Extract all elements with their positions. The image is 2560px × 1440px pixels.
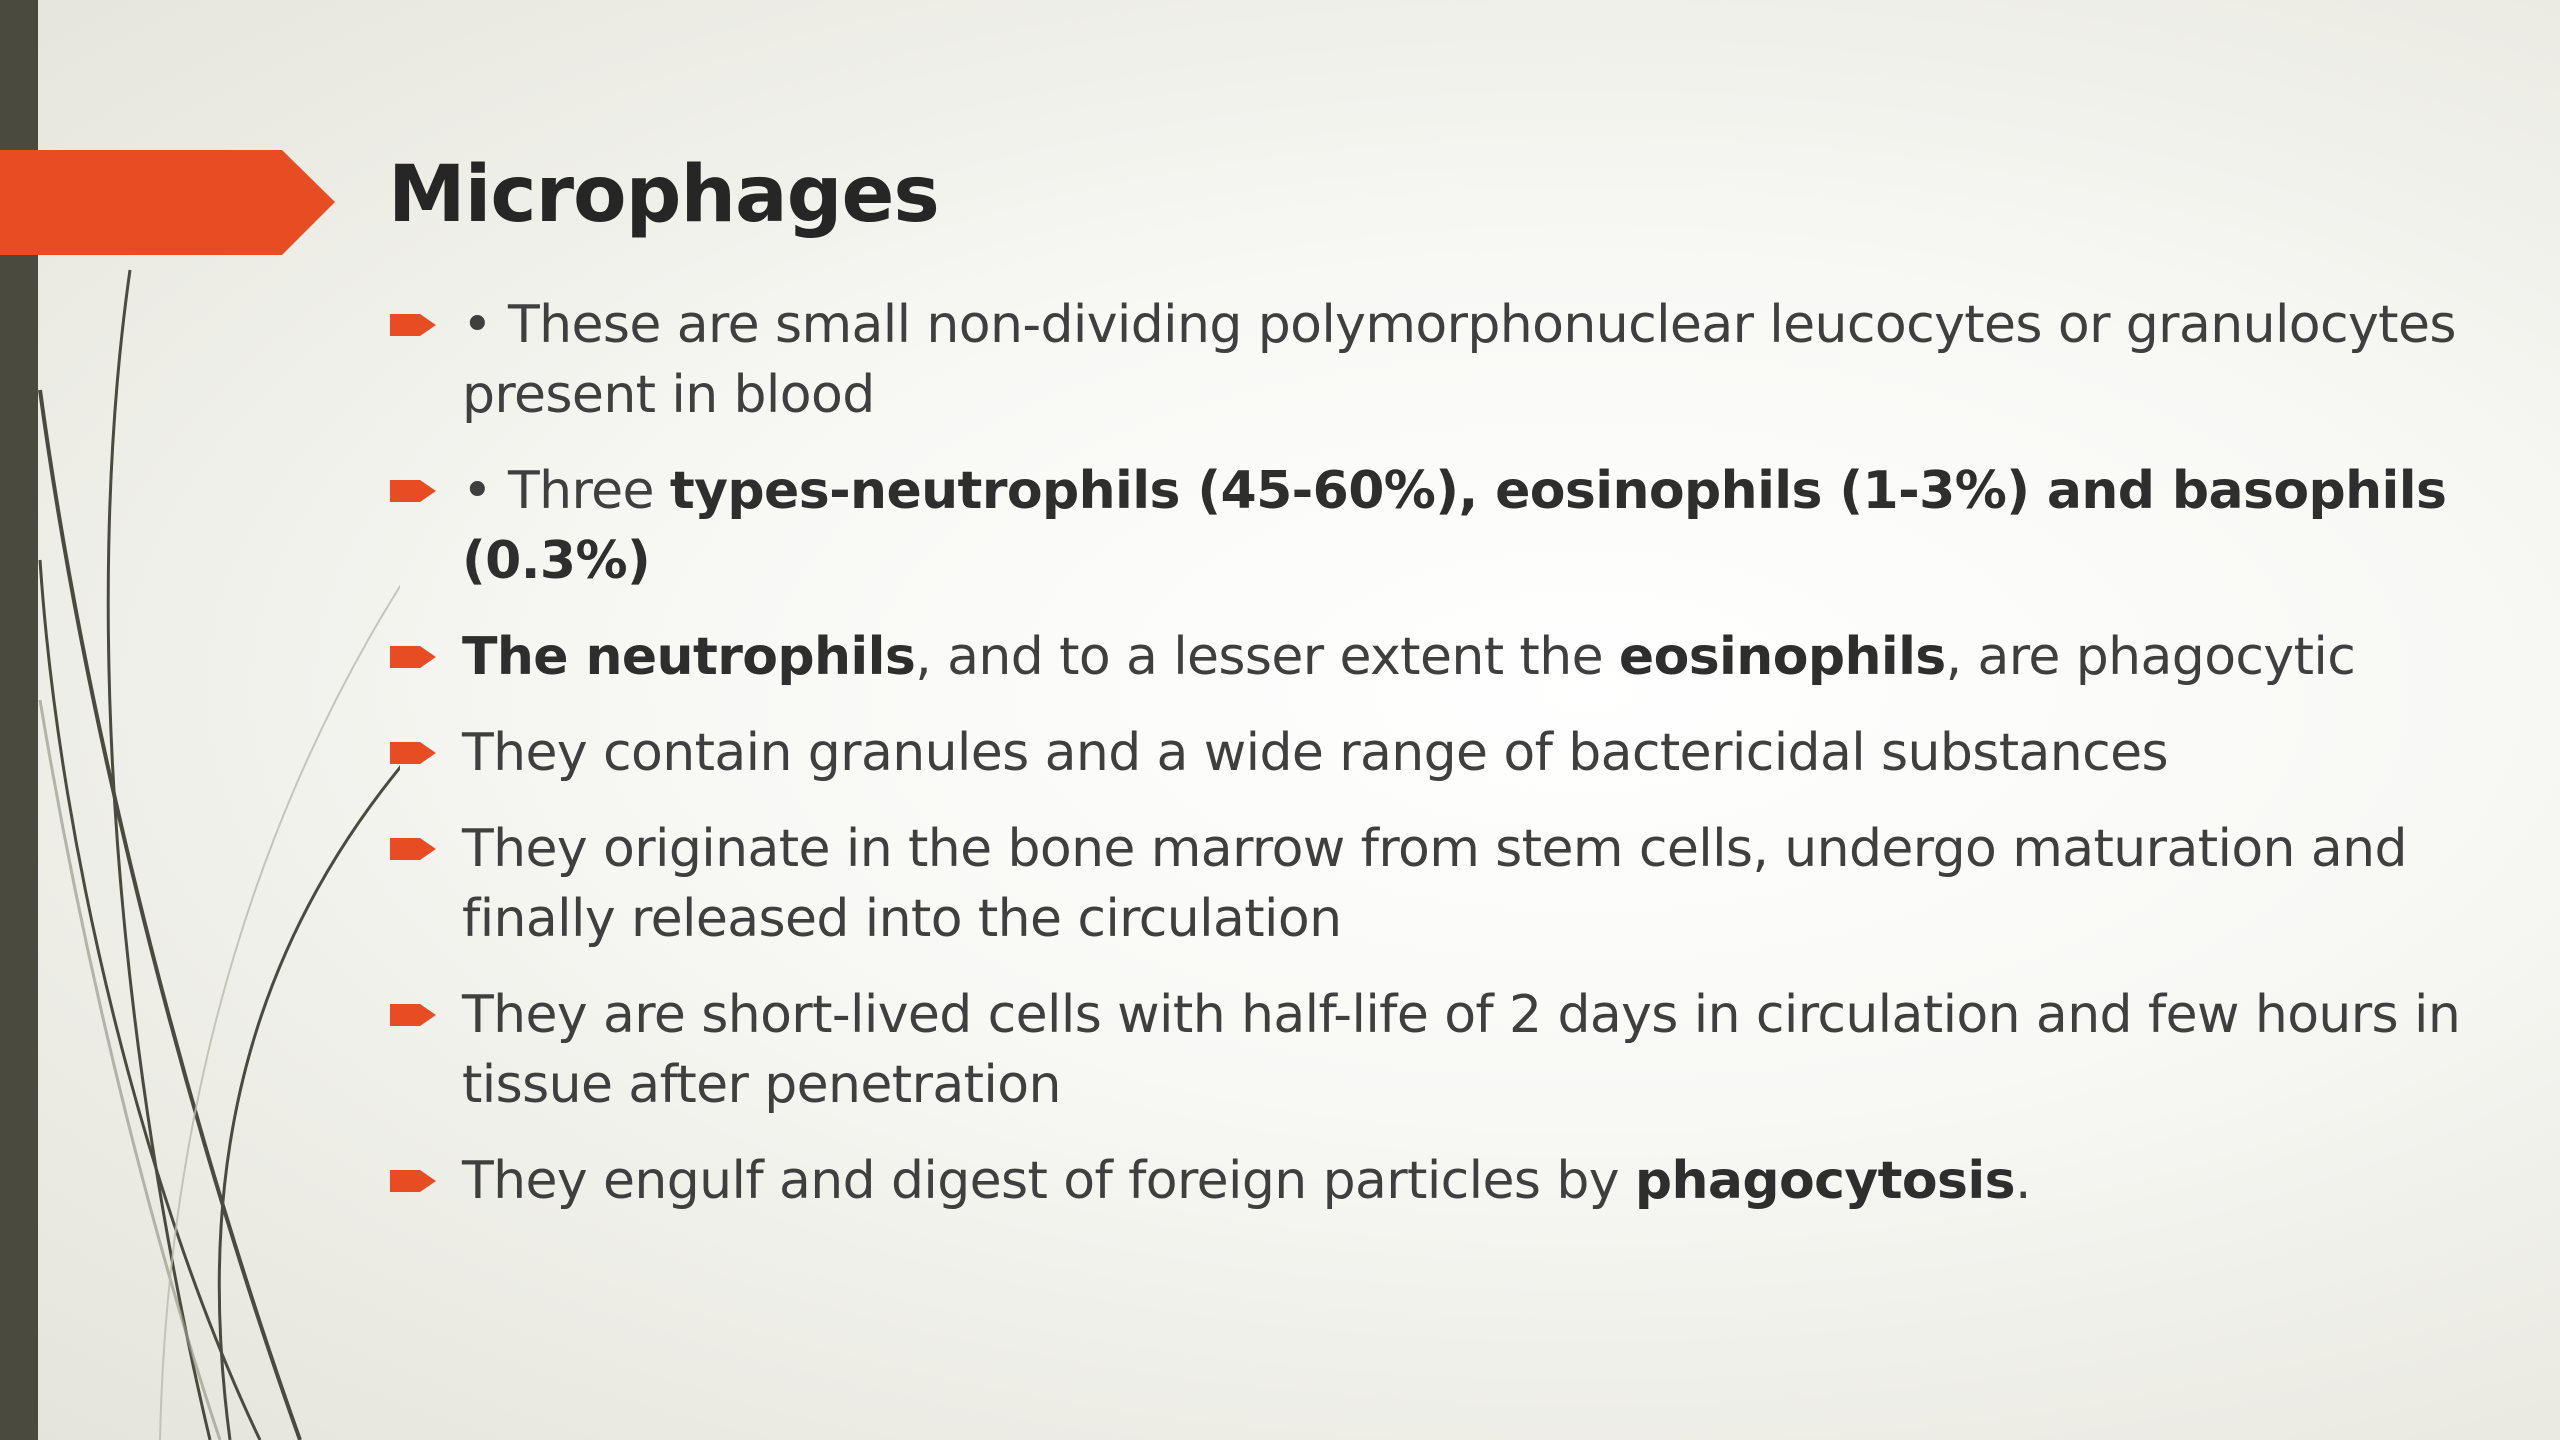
- bullet-text: They originate in the bone marrow from stem cells, undergo maturation and finally released into the circulation: [462, 819, 2407, 949]
- title-marker-banner: [0, 150, 335, 255]
- bullet-arrow-icon: [390, 1168, 438, 1194]
- bullet-text-bold: phagocytosis: [1634, 1151, 2015, 1211]
- bullet-arrow-icon: [390, 478, 438, 504]
- bullet-text-bold: types-neutrophils (45-60%), eosinophils (1-3%) and basophils (0.3%): [462, 461, 2447, 591]
- bullet-arrow-icon: [390, 1002, 438, 1028]
- bullet-item: [388, 980, 2498, 1120]
- bullet-arrow-icon: [390, 836, 438, 862]
- bullet-text: , are phagocytic: [1945, 627, 2356, 687]
- bullet-list: [388, 290, 2498, 1242]
- bullet-arrow-icon: [390, 644, 438, 670]
- bullet-text: They contain granules and a wide range of bactericidal substances: [462, 723, 2169, 783]
- bullet-text: They are short-lived cells with half-life of 2 days in circulation and few hours in tissue after penetration: [462, 985, 2461, 1115]
- bullet-arrow-icon: [390, 312, 438, 338]
- bullet-text: • Three: [462, 461, 670, 521]
- bullet-item: [388, 1146, 2498, 1216]
- bullet-text-bold: eosinophils: [1618, 627, 1946, 687]
- bullet-item: [388, 456, 2498, 596]
- slide-title: Microphages: [388, 150, 939, 240]
- bullet-item: [388, 290, 2498, 430]
- bullet-text: They engulf and digest of foreign particles by: [462, 1151, 1635, 1211]
- bullet-text: , and to a lesser extent the: [915, 627, 1619, 687]
- bullet-item: [388, 622, 2498, 692]
- bullet-item: [388, 814, 2498, 954]
- bullet-item: [388, 718, 2498, 788]
- bullet-text: .: [2014, 1151, 2031, 1211]
- bullet-text-bold: The neutrophils: [462, 627, 916, 687]
- bullet-arrow-icon: [390, 740, 438, 766]
- bullet-text: • These are small non-dividing polymorphonuclear leucocytes or granulocytes present in blood: [462, 295, 2456, 425]
